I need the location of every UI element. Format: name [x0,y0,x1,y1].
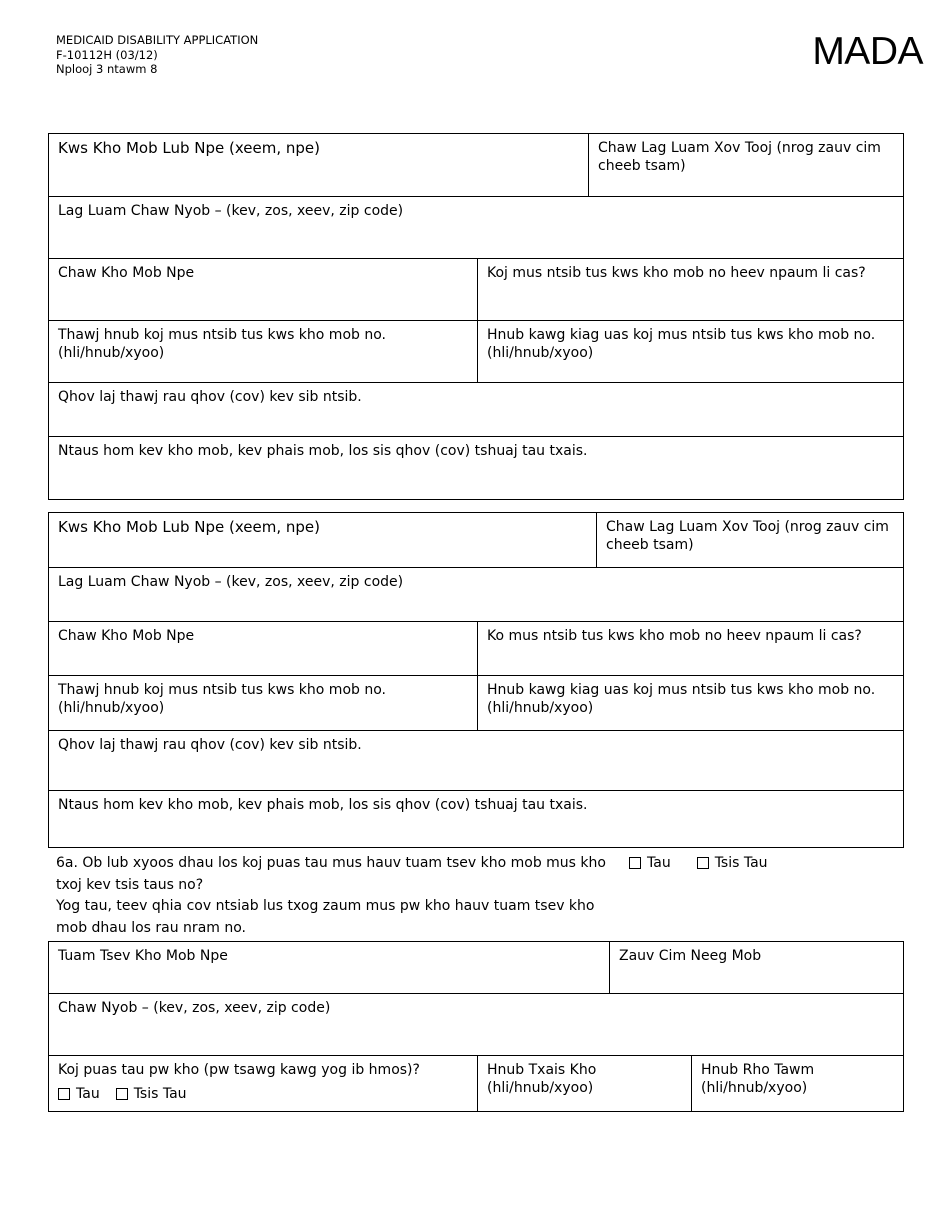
hospital-yes-option[interactable] [629,855,671,871]
provider-name-field[interactable]: Kws Kho Mob Lub Npe (xeem, npe) [58,518,320,536]
hospital-yes-label: Tau [647,855,671,871]
hospital-no-checkbox[interactable] [697,857,709,869]
provider-phone-field[interactable]: Chaw Lag Luam Xov Tooj (nrog zauv cim cheeb tsam) [588,134,903,196]
provider-phone-field[interactable]: Chaw Lag Luam Xov Tooj (nrog zauv cim cheeb tsam) [596,513,903,567]
visit-frequency-field[interactable]: Ko mus ntsib tus kws kho mob no heev npaum li cas? [477,622,903,675]
question-6a [56,853,616,939]
clinic-name-field[interactable]: Chaw Kho Mob Npe [58,265,195,281]
first-visit-field[interactable]: Thawj hnub koj mus ntsib tus kws kho mob no. (hli/hnub/xyoo) [58,327,386,361]
question-6a-text: 6a. Ob lub xyoos dhau los koj puas tau mus hauv tuam tsev kho mob mus kho txoj kev tsis taus no? [56,855,606,893]
question-6a-instruction: Yog tau, teev qhia cov ntsiab lus txog zaum mus pw kho hauv tuam tsev kho mob dhau los rau nram no. [56,898,595,936]
patient-number-field[interactable]: Zauv Cim Neeg Mob [609,942,903,993]
visit-frequency-field[interactable]: Koj mus ntsib tus kws kho mob no heev npaum li cas? [477,259,903,320]
overnight-no-label: Tsis Tau [133,1085,187,1102]
admit-date-field[interactable]: Hnub Txais Kho (hli/hnub/xyoo) [477,1056,691,1111]
visit-reason-field[interactable]: Qhov laj thawj rau qhov (cov) kev sib ntsib. [58,389,362,405]
question-6a-options [629,855,768,871]
overnight-yes-checkbox[interactable] [58,1088,70,1100]
last-visit-field[interactable]: Hnub kawg kiag uas koj mus ntsib tus kws kho mob no. (hli/hnub/xyoo) [477,321,903,382]
page-number: Nplooj 3 ntawm 8 [56,62,158,76]
provider-name-field[interactable]: Kws Kho Mob Lub Npe (xeem, npe) [58,139,320,157]
clinic-name-field[interactable]: Chaw Kho Mob Npe [58,628,195,644]
overnight-stay-question: Koj puas tau pw kho (pw tsawg kawg yog ib hmos)? [58,1062,420,1078]
overnight-yes-label: Tau [76,1085,100,1102]
provider-2-section [48,512,904,848]
hospital-name-field[interactable]: Tuam Tsev Kho Mob Npe [58,948,228,964]
discharge-date-field[interactable]: Hnub Rho Tawm (hli/hnub/xyoo) [691,1056,903,1111]
last-visit-field[interactable]: Hnub kawg kiag uas koj mus ntsib tus kws kho mob no. (hli/hnub/xyoo) [477,676,903,730]
overnight-no-checkbox[interactable] [116,1088,128,1100]
form-code: MADA [812,30,923,73]
hospital-no-option[interactable] [697,855,768,871]
provider-address-field[interactable]: Lag Luam Chaw Nyob – (kev, zos, xeev, zip code) [58,203,404,219]
overnight-yes-option[interactable] [58,1086,100,1104]
hospital-address-field[interactable]: Chaw Nyob – (kev, zos, xeev, zip code) [58,1000,331,1016]
overnight-stay-field [49,1056,477,1111]
visit-reason-field[interactable]: Qhov laj thawj rau qhov (cov) kev sib ntsib. [58,737,362,753]
form-title: MEDICAID DISABILITY APPLICATION [56,33,259,47]
hospital-section [48,941,904,1112]
form-number: F-10112H (03/12) [56,47,158,62]
treatment-field[interactable]: Ntaus hom kev kho mob, kev phais mob, los sis qhov (cov) tshuaj tau txais. [58,797,588,813]
hospital-no-label: Tsis Tau [714,855,768,871]
form-header [56,33,258,77]
provider-1-section [48,133,904,500]
treatment-field[interactable]: Ntaus hom kev kho mob, kev phais mob, los sis qhov (cov) tshuaj tau txais. [58,443,588,459]
first-visit-field[interactable]: Thawj hnub koj mus ntsib tus kws kho mob no. (hli/hnub/xyoo) [58,682,386,716]
provider-address-field[interactable]: Lag Luam Chaw Nyob – (kev, zos, xeev, zip code) [58,574,404,590]
overnight-no-option[interactable] [116,1086,187,1104]
hospital-yes-checkbox[interactable] [629,857,641,869]
